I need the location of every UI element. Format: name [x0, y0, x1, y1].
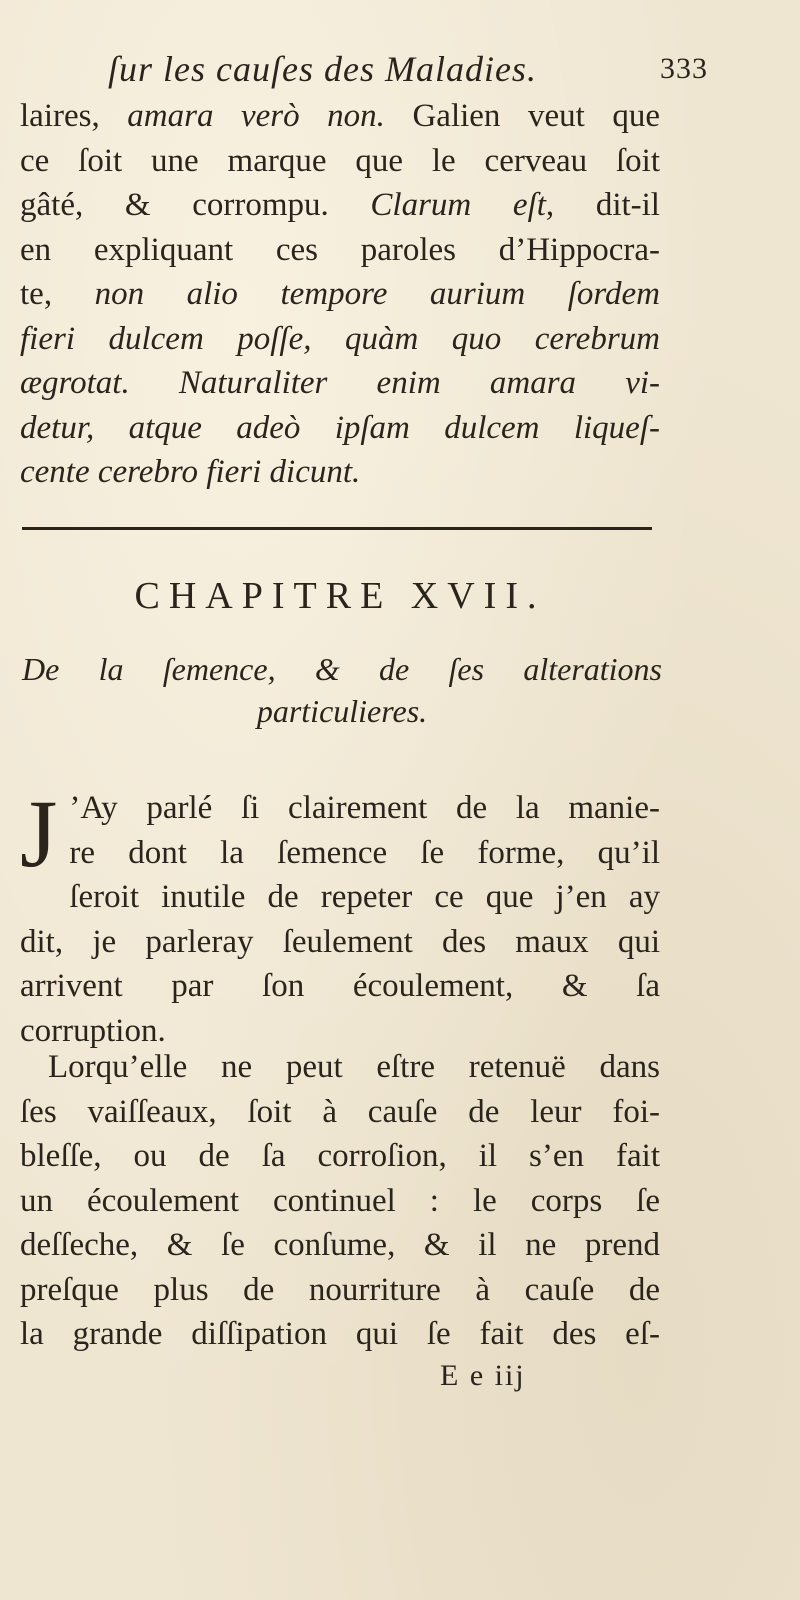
paragraph-2 [20, 1045, 660, 1357]
italic-run: detur, atque adeò ipſam dulcem liqueſ- [20, 409, 660, 446]
signature-mark: E e iij [440, 1359, 526, 1392]
text-line: ’Ay parlé ſi clairement de la manie- [69, 790, 660, 826]
text-run: , dit-il [545, 187, 660, 223]
page-number: 333 [660, 52, 708, 85]
text-run: Galien veut que [384, 98, 660, 134]
chapter-subtitle [22, 648, 662, 732]
italic-run: ægrotat. Naturaliter enim amara vi- [20, 365, 660, 401]
running-head [108, 48, 708, 98]
text-line: preſque plus de nourriture à cauſe de [20, 1271, 660, 1308]
text-line: deſſeche, & ſe conſume, & il ne prend [20, 1227, 660, 1263]
chapter-heading: CHAPITRE XVII. [134, 575, 546, 617]
text-line: Lorqu’elle ne peut eſtre retenuë dans [48, 1049, 660, 1085]
text-run: te, [20, 276, 95, 312]
text-line [20, 228, 660, 273]
continued-paragraph [20, 94, 660, 495]
text-line [20, 450, 660, 495]
text-line: bleſſe, ou de ſa corroſion, il s’en fait [20, 1138, 660, 1174]
italic-run: Clarum eſt [370, 187, 546, 223]
text-run: gâté, & corrompu. [20, 187, 371, 223]
text-line: un écoulement continuel : le corps ſe [20, 1182, 660, 1219]
paragraph-1 [20, 780, 660, 1053]
text-run: ce ſoit une marque que le cerveau ſoit [20, 142, 660, 179]
italic-run: amara verò non. [127, 98, 385, 134]
text-line [20, 406, 660, 451]
text-line [20, 272, 660, 317]
chapter-subtitle-line-1: De la ſemence, & de ſes alterations [22, 651, 662, 687]
chapter-subtitle-line-2: particulieres. [256, 693, 428, 729]
running-head-title: ſur les cauſes des Maladies. [108, 49, 537, 89]
text-line: arrivent par ſon écoulement, & ſa [20, 968, 660, 1004]
italic-run: fieri dulcem poſſe, quàm quo cerebrum [20, 320, 660, 357]
italic-run: non alio tempore aurium ſordem [94, 276, 660, 312]
text-line: ſeroit inutile de repeter ce que j’en ay [69, 879, 660, 915]
italic-run: cente cerebro fieri dicunt. [20, 454, 361, 490]
text-line: ſes vaiſſeaux, ſoit à cauſe de leur foi- [20, 1093, 660, 1130]
paragraph-1-lines [20, 780, 660, 1053]
drop-cap: J [20, 780, 58, 887]
text-line [20, 139, 660, 184]
text-run: en expliquant ces paroles d’Hippocra- [20, 231, 660, 268]
text-line: corruption. [20, 1012, 166, 1049]
chapter-divider-rule [22, 527, 652, 530]
text-line [20, 94, 660, 139]
text-line: dit, je parleray ſeulement des maux qui [20, 923, 660, 960]
text-line [20, 183, 660, 228]
text-line [20, 317, 660, 362]
text-line [20, 361, 660, 406]
text-run: laires, [20, 98, 128, 134]
text-line: la grande diſſipation qui ſe fait des eſ- [20, 1316, 660, 1352]
text-line: re dont la ſemence ſe forme, qu’il [69, 834, 660, 871]
